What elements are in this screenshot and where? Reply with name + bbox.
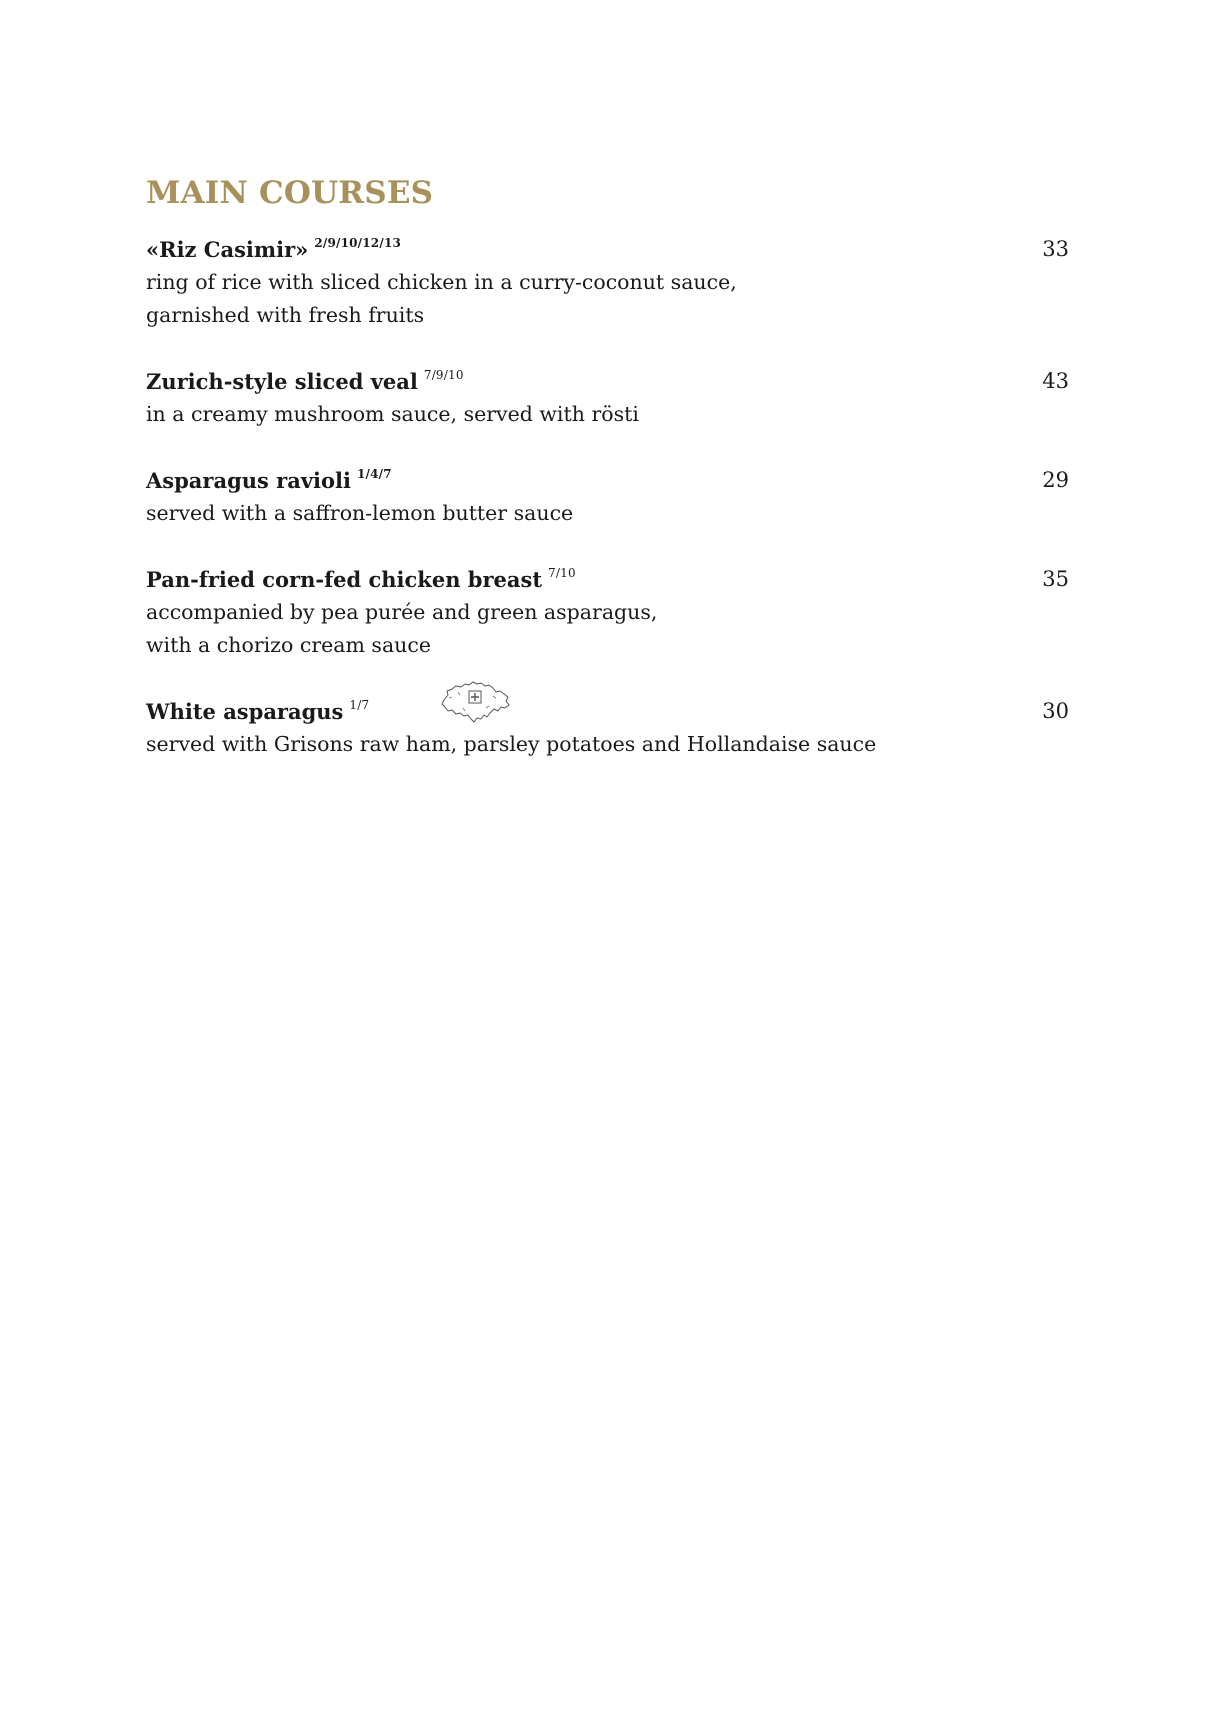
menu-item-name: Asparagus ravioli (146, 468, 351, 493)
menu-item-allergens: 7/9/10 (423, 368, 464, 382)
menu-list (146, 233, 1069, 761)
menu-item-description: served with Grisons raw ham, parsley potatoes and Hollandaise sauce (146, 732, 877, 756)
menu-item-name: Pan-fried corn-fed chicken breast (146, 567, 543, 592)
menu-item-allergens: 2/9/10/12/13 (314, 236, 402, 250)
menu-item (146, 695, 1069, 761)
menu-item-description: served with a saffron-lemon butter sauce (146, 501, 574, 525)
switzerland-map-icon (438, 678, 512, 726)
menu-item-description: with a chorizo cream sauce (146, 633, 431, 657)
menu-item-name: «Riz Casimir» (146, 237, 309, 262)
menu-item-allergens: 7/10 (548, 566, 576, 580)
menu-item-header (146, 563, 1069, 596)
menu-item-name: White asparagus (146, 699, 344, 724)
menu-item-price: 29 (1042, 468, 1069, 492)
menu-item-header (146, 464, 1069, 497)
menu-item-header (146, 365, 1069, 398)
menu-item-allergens: 1/4/7 (356, 467, 392, 481)
menu-item-price: 33 (1042, 237, 1069, 261)
menu-item (146, 233, 1069, 332)
menu-item-name: Zurich-style sliced veal (146, 369, 418, 394)
menu-item-allergens: 1/7 (349, 698, 370, 712)
menu-item (146, 464, 1069, 530)
menu-item-header (146, 695, 1069, 728)
menu-item-price: 43 (1042, 369, 1069, 393)
menu-item-description: garnished with fresh fruits (146, 303, 425, 327)
menu-item-header (146, 233, 1069, 266)
menu-item (146, 563, 1069, 662)
menu-item-description: in a creamy mushroom sauce, served with rösti (146, 402, 639, 426)
menu-item-price: 35 (1042, 567, 1069, 591)
menu-item-description: ring of rice with sliced chicken in a curry-coconut sauce, (146, 270, 737, 294)
menu-item (146, 365, 1069, 431)
section-title: MAIN COURSES (146, 175, 434, 211)
menu-item-price: 30 (1042, 699, 1069, 723)
menu-item-description: accompanied by pea purée and green asparagus, (146, 600, 658, 624)
